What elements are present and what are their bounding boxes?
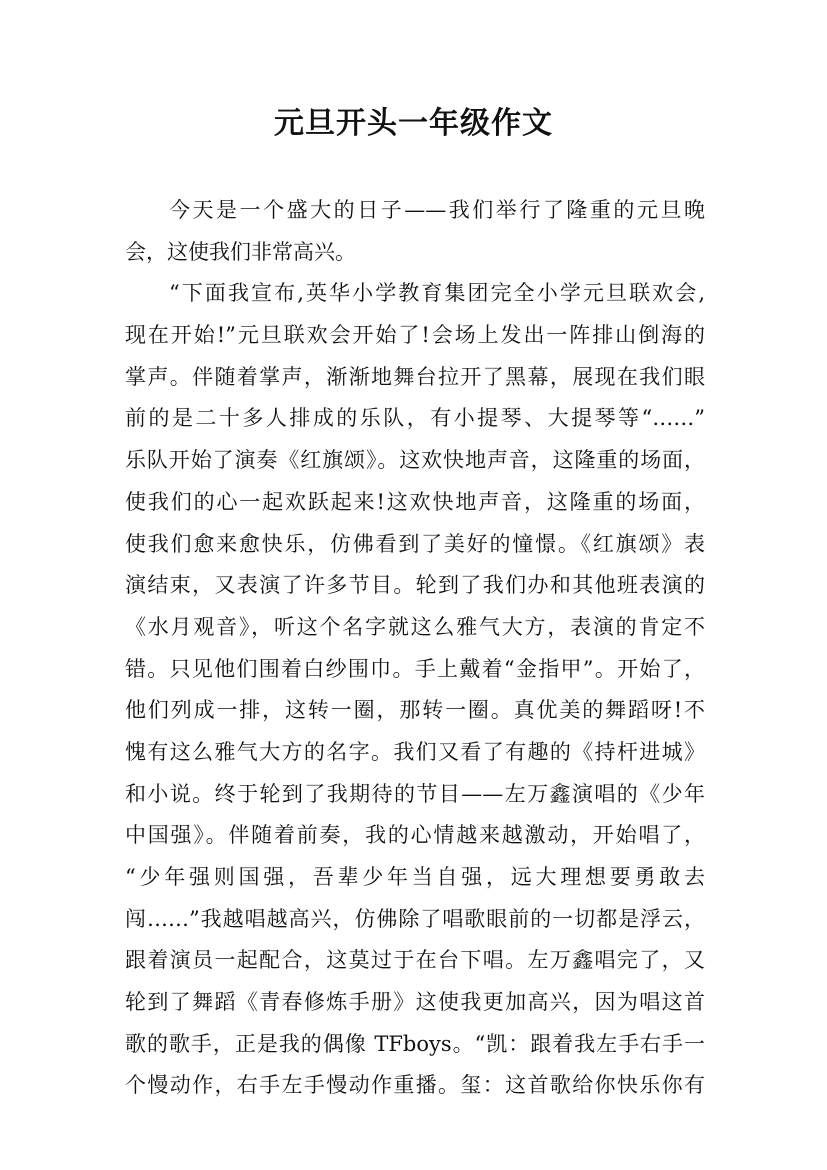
text-line: 现在开始!”元旦联欢会开始了!会场上发出一阵排山倒海的 [125,323,705,348]
text-line: 掌声。伴随着掌声，渐渐地舞台拉开了黑幕，展现在我们眼 [125,364,705,389]
text-line: 错。只见他们围着白纱围巾。手上戴着“金指甲”。开始了， [125,656,705,681]
text-line: 《水月观音》，听这个名字就这么雅气大方，表演的肯定不 [125,614,705,639]
text-line: 跟着演员一起配合，这莫过于在台下唱。左万鑫唱完了，又 [125,948,705,973]
text-line: 歌的歌手，正是我的偶像 TFboys。“凯：跟着我左手右手一 [125,1031,705,1056]
text-line: 前的是二十多人排成的乐队，有小提琴、大提琴等“……” [125,406,705,431]
text-line: 今天是一个盛大的日子——我们举行了隆重的元旦晚 [169,198,705,222]
text-line: 愧有这么雅气大方的名字。我们又看了有趣的《持杆进城》 [125,739,705,764]
text-line: 闯……”我越唱越高兴，仿佛除了唱歌眼前的一切都是浮云， [125,906,705,931]
document-body [125,190,705,1107]
text-line: 轮到了舞蹈《青春修炼手册》这使我更加高兴，因为唱这首 [125,990,705,1015]
text-line: 使我们的心一起欢跃起来!这欢快地声音，这隆重的场面， [125,489,705,514]
text-line: 演结束，又表演了许多节目。轮到了我们办和其他班表演的 [125,573,705,598]
text-line: “下面我宣布,英华小学教育集团完全小学元旦联欢会, [169,281,705,306]
text-line: 中国强》。伴随着前奏，我的心情越来越激动，开始唱了， [125,823,705,848]
text-line: 个慢动作，右手左手慢动作重播。玺：这首歌给你快乐你有 [125,1073,705,1098]
text-line: “少年强则国强，吾辈少年当自强，远大理想要勇敢去 [125,865,705,889]
text-line: 使我们愈来愈快乐，仿佛看到了美好的憧憬。《红旗颂》表 [125,531,705,556]
text-line: 会，这使我们非常高兴。 [125,239,356,264]
document-title: 元旦开头一年级作文 [274,106,553,141]
text-line: 和小说。终于轮到了我期待的节目——左万鑫演唱的《少年 [125,781,705,806]
text-line: 乐队开始了演奏《红旗颂》。这欢快地声音，这隆重的场面， [125,448,705,473]
text-line: 他们列成一排，这转一圈，那转一圈。真优美的舞蹈呀!不 [125,698,705,723]
